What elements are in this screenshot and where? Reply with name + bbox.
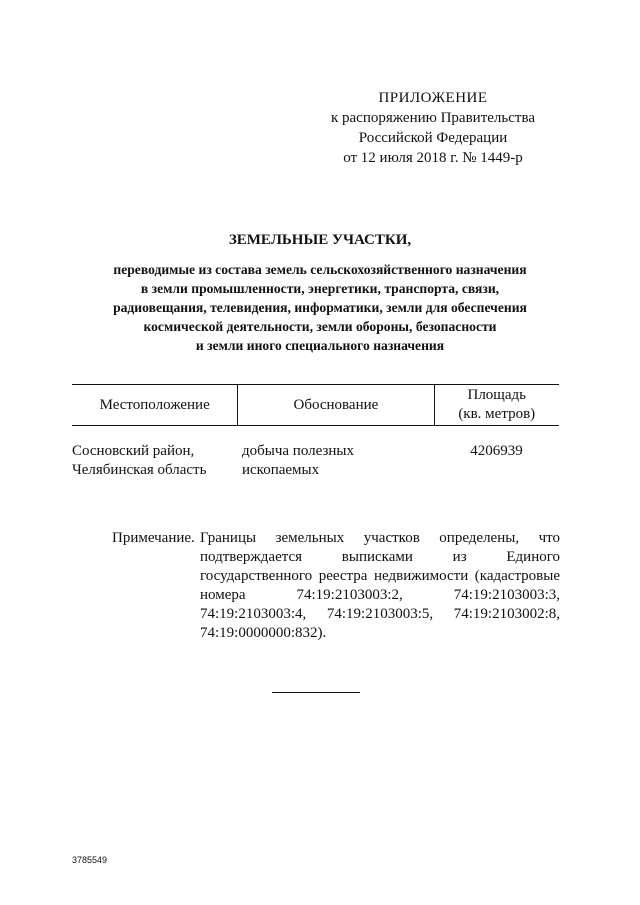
subtitle-line: в земли промышленности, энергетики, транспорта, связи, [140,281,500,296]
document-title: ЗЕМЕЛЬНЫЕ УЧАСТКИ, [228,232,412,248]
header-area [435,385,559,425]
header-area-line-2: (кв. метров) [458,406,536,422]
note-label: Примечание. [112,530,195,546]
land-plots-table [72,384,559,480]
subtitle-line: и земли иного специального назначения [195,338,445,353]
table-header [72,384,559,426]
document-subtitle [60,260,580,355]
header-area-line-1: Площадь [467,387,526,403]
appendix-line-1: к распоряжению Правительства [330,110,535,126]
cell-area: 4206939 [470,443,523,459]
appendix-title: ПРИЛОЖЕНИЕ [378,90,488,106]
header-basis: Обоснование [237,385,434,425]
appendix-block [318,88,548,168]
table-row [72,442,559,480]
appendix-line-3: от 12 июля 2018 г. № 1449-р [343,150,523,166]
header-location: Местоположение [99,396,210,413]
subtitle-line: космической деятельности, земли обороны, безопасности [143,319,497,334]
closing-divider [272,692,360,693]
cell-location [72,442,238,480]
cell-location-line-1: Сосновский район, [72,443,195,459]
subtitle-line: радиовещания, телевидения, информатики, земли для обеспечения [113,300,527,315]
cell-basis [238,442,434,480]
cell-location-line-2: Челябинская область [72,462,207,478]
appendix-line-2: Российской Федерации [358,130,508,146]
subtitle-line: переводимые из состава земель сельскохозяйственного назначения [113,262,527,277]
note-text: Границы земельных участков определены, что подтверждается выписками из Единого государственного реестра недвижимости (кадастровые номера 74:19:2103003:2, 74:19:2103003:3, 74:19:2103003:4, 74:19:2103003:5, 74:19:2103002:8, 74:19:0000000:832). [200,530,560,641]
document-id: 3785549 [72,855,108,865]
cell-basis-line-2: ископаемых [242,462,320,478]
cell-basis-line-1: добыча полезных [242,443,354,459]
note-block [112,529,560,643]
